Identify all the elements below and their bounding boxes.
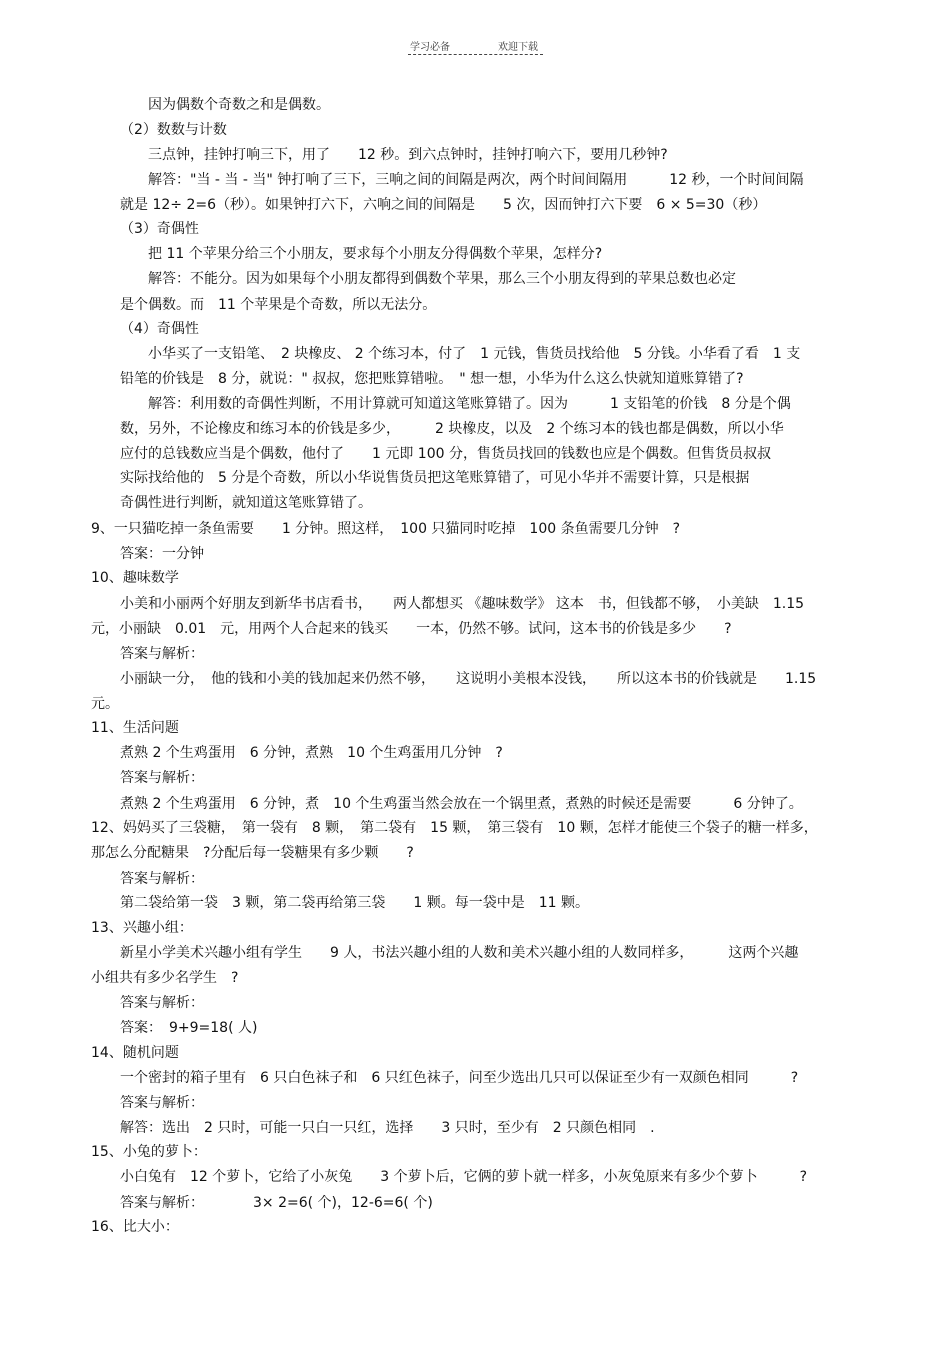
answer-label: 答案与解析： bbox=[120, 770, 204, 786]
question-heading: 16、比大小： bbox=[91, 1219, 179, 1235]
section-heading: （4）奇偶性 bbox=[120, 321, 199, 337]
question-heading: 14、随机问题 bbox=[91, 1045, 179, 1061]
text-line: 第二袋给第一袋 3 颗，第二袋再给第三袋 1 颗。每一袋中是 11 颗。 bbox=[120, 895, 589, 911]
answer-label: 答案与解析： bbox=[120, 871, 204, 887]
text-line: 那怎么分配糖果 ?分配后每一袋糖果有多少颗 ? bbox=[91, 845, 414, 861]
question-heading: 9、一只猫吃掉一条鱼需要 1 分钟。照这样， 100 只猫同时吃掉 100 条鱼需要几分钟 ? bbox=[91, 521, 681, 537]
answer-label: 答案与解析： bbox=[120, 995, 204, 1011]
question-heading: 11、生活问题 bbox=[91, 720, 179, 736]
text-line: 应付的总钱数应当是个偶数，他付了 1 元即 100 分，售货员找回的钱数也应是个偶数。但售货员叔叔 bbox=[120, 446, 771, 462]
question-heading: 13、兴趣小组： bbox=[91, 920, 193, 936]
text-line: 实际找给他的 5 分是个奇数，所以小华说售货员把这笔账算错了，可见小华并不需要计算，只是根据 bbox=[120, 470, 750, 486]
text-line: 解答：利用数的奇偶性判断，不用计算就可知道这笔账算错了。因为 1 支铅笔的价钱 8 分是个偶 bbox=[148, 396, 791, 412]
text-line: 元，小丽缺 0.01 元，用两个人合起来的钱买 一本，仍然不够。试问，这本书的价钱是多少 ? bbox=[91, 621, 732, 637]
text-line: 解答："当 - 当 - 当" 钟打响了三下，三响之间的间隔是两次，两个时间间隔用 12 秒，一个时间间隔 bbox=[148, 172, 804, 188]
question-heading: 15、小兔的萝卜： bbox=[91, 1144, 207, 1160]
question-heading: 10、趣味数学 bbox=[91, 570, 179, 586]
text-line: 数，另外，不论橡皮和练习本的价钱是多少， 2 块橡皮，以及 2 个练习本的钱也都是偶数，所以小华 bbox=[120, 421, 784, 437]
text-line: 煮熟 2 个生鸡蛋用 6 分钟，煮 10 个生鸡蛋当然会放在一个锅里煮，煮熟的时候还是需要 6 分钟了。 bbox=[120, 796, 803, 812]
answer-line: 答案：一分钟 bbox=[120, 546, 204, 562]
text-line: 煮熟 2 个生鸡蛋用 6 分钟，煮熟 10 个生鸡蛋用几分钟 ? bbox=[120, 745, 503, 761]
text-line: 就是 12÷ 2=6（秒）。如果钟打六下，六响之间的间隔是 5 次，因而钟打六下要 6 × 5=30（秒） bbox=[120, 197, 767, 213]
answer-line: 答案： 9+9=18( 人) bbox=[120, 1020, 258, 1036]
header-right-text: 欢迎下载 bbox=[498, 42, 538, 53]
text-line: 三点钟，挂钟打响三下，用了 12 秒。到六点钟时，挂钟打响六下，要用几秒钟? bbox=[148, 147, 668, 163]
page-header bbox=[408, 38, 543, 56]
text-line: 小白兔有 12 个萝卜，它给了小灰兔 3 个萝卜后，它俩的萝卜就一样多，小灰兔原来有多少个萝卜 ? bbox=[120, 1169, 808, 1185]
section-heading: （2）数数与计数 bbox=[120, 122, 227, 138]
text-line: 铅笔的价钱是 8 分，就说：" 叔叔，您把账算错啦。 " 想一想，小华为什么这么快就知道账算错了? bbox=[120, 371, 744, 387]
question-heading: 12、妈妈买了三袋糖， 第一袋有 8 颗， 第二袋有 15 颗， 第三袋有 10 颗，怎样才能使三个袋子的糖一样多， bbox=[91, 820, 818, 836]
text-line: 奇偶性进行判断，就知道这笔账算错了。 bbox=[120, 495, 372, 511]
text-line: 元。 bbox=[91, 696, 119, 712]
text-line: 小丽缺一分， 他的钱和小美的钱加起来仍然不够， 这说明小美根本没钱， 所以这本书的价钱就是 1.15 bbox=[120, 671, 817, 687]
header-divider bbox=[408, 54, 543, 55]
text-line: 小美和小丽两个好朋友到新华书店看书， 两人都想买 《趣味数学》 这本 书，但钱都不够， 小美缺 1.15 bbox=[120, 596, 805, 612]
text-line: 因为偶数个奇数之和是偶数。 bbox=[148, 97, 330, 113]
header-left-text: 学习必备 bbox=[410, 42, 450, 53]
text-line: 解答：选出 2 只时，可能一只白一只红，选择 3 只时，至少有 2 只颜色相同 . bbox=[120, 1120, 655, 1136]
text-line: 是个偶数。而 11 个苹果是个奇数，所以无法分。 bbox=[120, 297, 437, 313]
text-line: 解答：不能分。因为如果每个小朋友都得到偶数个苹果，那么三个小朋友得到的苹果总数也必定 bbox=[148, 271, 736, 287]
text-line: 新星小学美术兴趣小组有学生 9 人，书法兴趣小组的人数和美术兴趣小组的人数同样多， 这两个兴趣 bbox=[120, 945, 799, 961]
answer-line: 答案与解析： 3× 2=6( 个)，12-6=6( 个) bbox=[120, 1195, 433, 1211]
text-line: 小组共有多少名学生 ? bbox=[91, 970, 239, 986]
answer-label: 答案与解析： bbox=[120, 646, 204, 662]
text-line: 一个密封的箱子里有 6 只白色袜子和 6 只红色袜子，问至少选出几只可以保证至少有一双颜色相同 ? bbox=[120, 1070, 799, 1086]
text-line: 把 11 个苹果分给三个小朋友，要求每个小朋友分得偶数个苹果，怎样分? bbox=[148, 246, 603, 262]
text-line: 小华买了一支铅笔、 2 块橡皮、 2 个练习本，付了 1 元钱，售货员找给他 5 分钱。小华看了看 1 支 bbox=[148, 346, 801, 362]
section-heading: （3）奇偶性 bbox=[120, 221, 199, 237]
answer-label: 答案与解析： bbox=[120, 1095, 204, 1111]
